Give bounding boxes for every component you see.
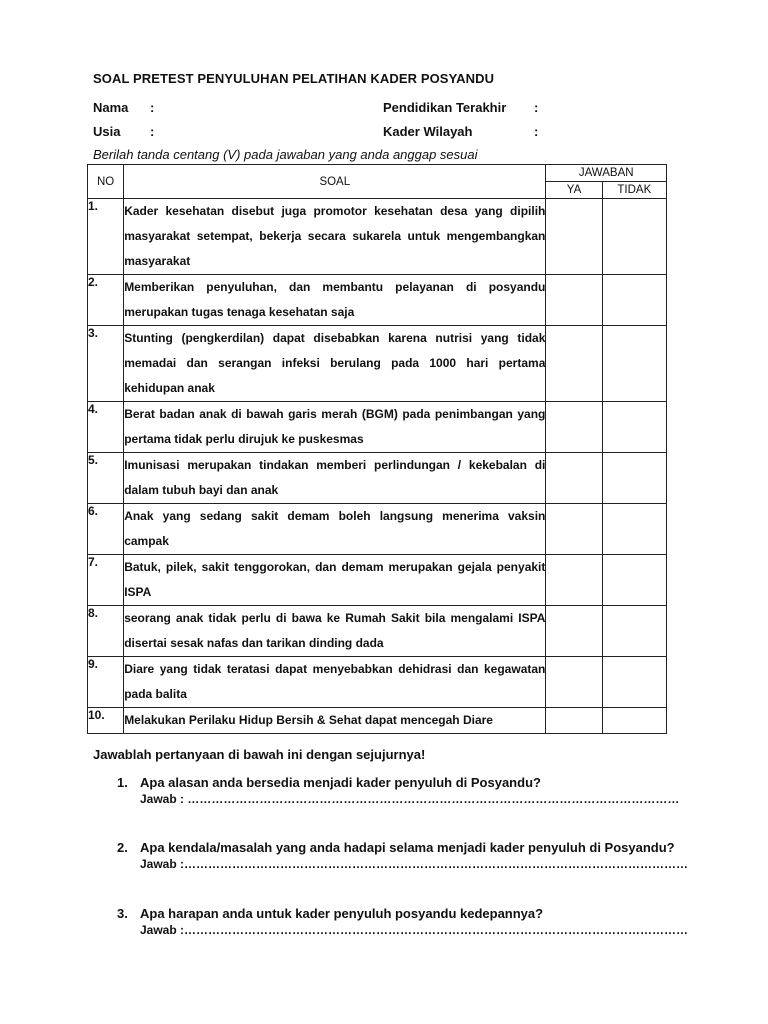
table-row — [88, 326, 667, 402]
question-text: Diare yang tidak teratasi dapat menyebabkan dehidrasi dan kegawatan pada balita — [124, 657, 546, 708]
question-text: Berat badan anak di bawah garis merah (BGM) pada penimbangan yang pertama tidak perlu dirujuk ke puskesmas — [124, 402, 546, 453]
question-text: Stunting (pengkerdilan) dapat disebabkan karena nutrisi yang tidak memadai dan serangan infeksi berulang pada 1000 hari pertama kehidupan anak — [124, 326, 546, 402]
question-text: Anak yang sedang sakit demam boleh langsung menerima vaksin campak — [124, 504, 546, 555]
answer-ya-cell[interactable] — [546, 504, 602, 555]
essay-question-text: Apa harapan anda untuk kader penyuluh posyandu kedepannya? — [140, 906, 544, 921]
essay-question-number: 3. — [117, 906, 128, 921]
nama-label: Nama — [93, 100, 129, 115]
row-number: 5. — [88, 453, 124, 504]
row-number: 10. — [88, 708, 124, 734]
row-number: 2. — [88, 275, 124, 326]
question-text: seorang anak tidak perlu di bawa ke Rumah Sakit bila mengalami ISPA disertai sesak nafas dan tarikan dinding dada — [124, 606, 546, 657]
question-text: Melakukan Perilaku Hidup Bersih & Sehat dapat mencegah Diare — [124, 708, 546, 734]
table-row — [88, 275, 667, 326]
essay-question-text: Apa kendala/masalah yang anda hadapi selama menjadi kader penyuluh di Posyandu? — [140, 840, 675, 855]
usia-colon: : — [150, 124, 155, 139]
row-number: 9. — [88, 657, 124, 708]
wilayah-colon: : — [534, 124, 539, 139]
pendidikan-colon: : — [534, 100, 539, 115]
essay-answer-line[interactable]: Jawab : …………………………………………………………………………………………………………… — [140, 792, 680, 806]
usia-label: Usia — [93, 124, 121, 139]
answer-ya-cell[interactable] — [546, 555, 602, 606]
table-row — [88, 708, 667, 734]
answer-tidak-cell[interactable] — [602, 453, 666, 504]
header-soal: SOAL — [124, 165, 546, 199]
table-row — [88, 555, 667, 606]
essay-question-number: 2. — [117, 840, 128, 855]
answer-ya-cell[interactable] — [546, 657, 602, 708]
answer-tidak-cell[interactable] — [602, 606, 666, 657]
row-number: 3. — [88, 326, 124, 402]
question-text: Memberikan penyuluhan, dan membantu pelayanan di posyandu merupakan tugas tenaga kesehatan saja — [124, 275, 546, 326]
quiz-table — [87, 164, 667, 734]
answer-ya-cell[interactable] — [546, 402, 602, 453]
row-number: 4. — [88, 402, 124, 453]
answer-tidak-cell[interactable] — [602, 708, 666, 734]
row-number: 6. — [88, 504, 124, 555]
answer-ya-cell[interactable] — [546, 199, 602, 275]
essay-answer-line[interactable]: Jawab :……………………………………………………………………………………………………………… — [140, 923, 689, 937]
table-row — [88, 199, 667, 275]
answer-tidak-cell[interactable] — [602, 657, 666, 708]
answer-ya-cell[interactable] — [546, 326, 602, 402]
answer-ya-cell[interactable] — [546, 606, 602, 657]
answer-tidak-cell[interactable] — [602, 555, 666, 606]
wilayah-label: Kader Wilayah — [383, 124, 473, 139]
answer-ya-cell[interactable] — [546, 453, 602, 504]
header-no: NO — [88, 165, 124, 199]
table-row — [88, 657, 667, 708]
row-number: 1. — [88, 199, 124, 275]
table-row — [88, 402, 667, 453]
header-tidak: TIDAK — [602, 182, 666, 199]
essay-answer-line[interactable]: Jawab :……………………………………………………………………………………………………………… — [140, 857, 689, 871]
answer-tidak-cell[interactable] — [602, 402, 666, 453]
essay-question-number: 1. — [117, 775, 128, 790]
question-text: Batuk, pilek, sakit tenggorokan, dan demam merupakan gejala penyakit ISPA — [124, 555, 546, 606]
header-ya: YA — [546, 182, 602, 199]
header-jawaban: JAWABAN — [546, 165, 667, 182]
instruction-text: Berilah tanda centang (V) pada jawaban yang anda anggap sesuai — [93, 147, 478, 162]
answer-ya-cell[interactable] — [546, 275, 602, 326]
answer-tidak-cell[interactable] — [602, 199, 666, 275]
row-number: 8. — [88, 606, 124, 657]
table-row — [88, 504, 667, 555]
pendidikan-label: Pendidikan Terakhir — [383, 100, 507, 115]
answer-tidak-cell[interactable] — [602, 275, 666, 326]
essay-question-text: Apa alasan anda bersedia menjadi kader penyuluh di Posyandu? — [140, 775, 541, 790]
essay-heading: Jawablah pertanyaan di bawah ini dengan sejujurnya! — [93, 747, 426, 762]
question-text: Kader kesehatan disebut juga promotor kesehatan desa yang dipilih masyarakat setempat, bekerja secara sukarela untuk mengembangkan masyarakat — [124, 199, 546, 275]
answer-tidak-cell[interactable] — [602, 326, 666, 402]
row-number: 7. — [88, 555, 124, 606]
page-title: SOAL PRETEST PENYULUHAN PELATIHAN KADER POSYANDU — [93, 71, 495, 86]
nama-colon: : — [150, 100, 155, 115]
answer-ya-cell[interactable] — [546, 708, 602, 734]
question-text: Imunisasi merupakan tindakan memberi perlindungan / kekebalan di dalam tubuh bayi dan anak — [124, 453, 546, 504]
table-row — [88, 606, 667, 657]
table-row — [88, 453, 667, 504]
answer-tidak-cell[interactable] — [602, 504, 666, 555]
